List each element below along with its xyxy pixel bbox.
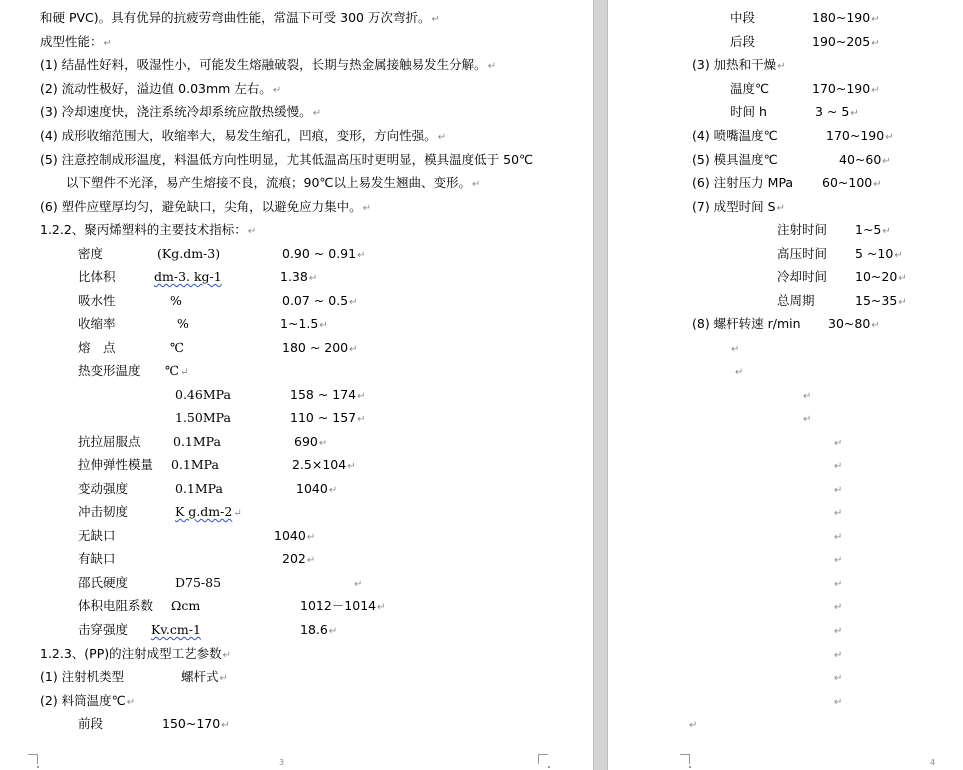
page-gutter xyxy=(593,0,608,770)
prop-value: 0.90 ~ 0.91↵ xyxy=(282,246,366,261)
paragraph-mark: ↵ xyxy=(803,391,812,402)
margin-dot xyxy=(37,766,39,768)
text-line: (1) 结晶性好料，吸湿性小，可能发生熔融破裂，长期与热金属接触易发生分解。↵ xyxy=(40,57,497,72)
paragraph-mark: ↵ xyxy=(834,579,843,590)
prop-name: 变动强度 xyxy=(78,481,129,496)
front-section-value: 150~170↵ xyxy=(162,716,230,731)
prop-name: 抗拉屈服点 xyxy=(78,434,141,449)
prop-unit: K g.dm-2↵ xyxy=(175,504,242,519)
prop-name: 有缺口 xyxy=(78,551,116,566)
heat-temp-label: 温度℃ xyxy=(730,81,770,96)
text-line: 和硬 PVC)。具有优异的抗疲劳弯曲性能，常温下可受 300 万次弯折。↵ xyxy=(40,10,440,25)
prop-name: 邵氏硬度 xyxy=(78,575,129,590)
prop-name: 吸水性 xyxy=(78,293,116,308)
machine-type-value: 螺杆式↵ xyxy=(181,669,228,684)
prop-value: 2.5×104↵ xyxy=(292,457,356,472)
paragraph-mark: ↵ xyxy=(354,579,363,590)
prop-unit: dm-3. kg-1 xyxy=(154,269,222,284)
paragraph-mark: ↵ xyxy=(689,720,698,731)
prop-unit: D75-85 xyxy=(175,575,222,590)
prop-value: 690↵ xyxy=(294,434,328,449)
mold-temp-value: 40~60↵ xyxy=(839,152,891,167)
prop-name: 冲击韧度 xyxy=(78,504,129,519)
text-line: (6) 塑件应壁厚均匀，避免缺口，尖角，以避免应力集中。↵ xyxy=(40,199,372,214)
prop-name: 体积电阻系数 xyxy=(78,598,154,613)
cool-time-value: 10~20↵ xyxy=(855,269,907,284)
paragraph-mark: ↵ xyxy=(834,438,843,449)
prop-value: 202↵ xyxy=(282,551,316,566)
hold-time-value: 5 ~10↵ xyxy=(855,246,903,261)
prop-unit: (Kg.dm-3) xyxy=(157,246,221,261)
prop-value: 1040↵ xyxy=(274,528,316,543)
prop-name: 无缺口 xyxy=(78,528,116,543)
text-line: (4) 成形收缩范围大，收缩率大，易发生缩孔，凹痕，变形，方向性强。↵ xyxy=(40,128,447,143)
rear-section-label: 后段 xyxy=(730,34,756,49)
margin-corner-mark xyxy=(538,754,548,764)
document-page-4 xyxy=(608,0,963,770)
machine-type-label: (1) 注射机类型 xyxy=(40,669,125,684)
heat-temp-value: 170~190↵ xyxy=(812,81,880,96)
prop-unit: % xyxy=(177,316,189,331)
total-cycle-label: 总周期 xyxy=(777,293,815,308)
prop-unit: 0.1MPa xyxy=(173,434,221,449)
prop-name: 熔 点 xyxy=(78,340,116,355)
prop-unit: 0.1MPa xyxy=(171,457,219,472)
prop-unit: ℃↵ xyxy=(165,363,189,378)
text-line: (5) 注意控制成形温度，料温低方向性明显，尤其低温高压时更明显，模具温度低于 50℃ xyxy=(40,152,534,167)
prop-name: 密度 xyxy=(78,246,104,261)
prop-value: 1.38↵ xyxy=(280,269,318,284)
paragraph-mark: ↵ xyxy=(735,367,744,378)
prop-unit: Kv.cm-1 xyxy=(151,622,201,637)
paragraph-mark: ↵ xyxy=(834,485,843,496)
page-number: 3 xyxy=(279,758,285,767)
heat-time-label: 时间 h xyxy=(730,104,767,119)
prop-value: 180 ~ 200↵ xyxy=(282,340,358,355)
prop-name: 比体积 xyxy=(78,269,116,284)
barrel-temp-label: (2) 料筒温度℃↵ xyxy=(40,693,136,708)
screw-speed-label: (8) 螺杆转速 r/min xyxy=(692,316,801,331)
prop-name: 击穿强度 xyxy=(78,622,129,637)
paragraph-mark: ↵ xyxy=(834,673,843,684)
paragraph-mark: ↵ xyxy=(834,555,843,566)
paragraph-mark: ↵ xyxy=(834,461,843,472)
hold-time-label: 高压时间 xyxy=(777,246,828,261)
prop-value: 1~1.5↵ xyxy=(280,316,328,331)
paragraph-mark: ↵ xyxy=(731,344,740,355)
front-section-label: 前段 xyxy=(78,716,104,731)
injection-pressure-label: (6) 注射压力 MPa xyxy=(692,175,794,190)
prop-value: 18.6↵ xyxy=(300,622,338,637)
paragraph-mark: ↵ xyxy=(803,414,812,425)
inject-time-label: 注射时间 xyxy=(777,222,828,237)
rear-section-value: 190~205↵ xyxy=(812,34,880,49)
prop-unit: 1.50MPa xyxy=(175,410,231,425)
mid-section-value: 180~190↵ xyxy=(812,10,880,25)
nozzle-temp-value: 170~190↵ xyxy=(826,128,894,143)
paragraph-mark: ↵ xyxy=(834,532,843,543)
paragraph-mark: ↵ xyxy=(834,602,843,613)
section-heading-1-2-2: 1.2.2、聚丙烯塑料的主要技术指标：↵ xyxy=(40,222,257,237)
cool-time-label: 冷却时间 xyxy=(777,269,828,284)
injection-pressure-value: 60~100↵ xyxy=(822,175,882,190)
text-line: (3) 冷却速度快，浇注系统冷却系统应散热缓慢。↵ xyxy=(40,104,322,119)
margin-corner-mark xyxy=(680,754,690,764)
nozzle-temp-label: (4) 喷嘴温度℃ xyxy=(692,128,778,143)
margin-corner-mark xyxy=(28,754,38,764)
margin-dot xyxy=(689,766,691,768)
mold-temp-label: (5) 模具温度℃ xyxy=(692,152,778,167)
screw-speed-value: 30~80↵ xyxy=(828,316,880,331)
prop-value: 1012－1014↵ xyxy=(300,598,386,613)
prop-unit: Ωcm xyxy=(171,598,201,613)
prop-unit: % xyxy=(170,293,182,308)
margin-dot xyxy=(548,766,550,768)
section-heading-1-2-3: 1.2.3、(PP)的注射成型工艺参数↵ xyxy=(40,646,232,661)
prop-name: 收缩率 xyxy=(78,316,116,331)
prop-unit: 0.1MPa xyxy=(175,481,223,496)
heading-molding-properties: 成型性能：↵ xyxy=(40,34,112,49)
prop-value: 158 ~ 174↵ xyxy=(290,387,366,402)
text-line: 以下塑件不光泽，易产生熔接不良，流痕；90℃以上易发生翘曲、变形。↵ xyxy=(66,175,481,190)
mid-section-label: 中段 xyxy=(730,10,756,25)
total-cycle-value: 15~35↵ xyxy=(855,293,907,308)
paragraph-mark: ↵ xyxy=(834,650,843,661)
prop-name: 热变形温度 xyxy=(78,363,141,378)
heat-time-value: 3 ~ 5↵ xyxy=(815,104,859,119)
prop-unit: ℃ xyxy=(170,340,184,355)
inject-time-value: 1~5↵ xyxy=(855,222,891,237)
prop-value: 110 ~ 157↵ xyxy=(290,410,366,425)
heat-dry-label: (3) 加热和干燥↵ xyxy=(692,57,786,72)
paragraph-mark: ↵ xyxy=(834,508,843,519)
paragraph-mark: ↵ xyxy=(834,697,843,708)
page-number: 4 xyxy=(930,758,936,767)
prop-value: 1040↵ xyxy=(296,481,338,496)
prop-name: 拉伸弹性模量 xyxy=(78,457,154,472)
text-line: (2) 流动性极好，溢边值 0.03mm 左右。↵ xyxy=(40,81,282,96)
cycle-time-label: (7) 成型时间 S↵ xyxy=(692,199,785,214)
prop-unit: 0.46MPa xyxy=(175,387,231,402)
paragraph-mark: ↵ xyxy=(834,626,843,637)
prop-value: 0.07 ~ 0.5↵ xyxy=(282,293,358,308)
